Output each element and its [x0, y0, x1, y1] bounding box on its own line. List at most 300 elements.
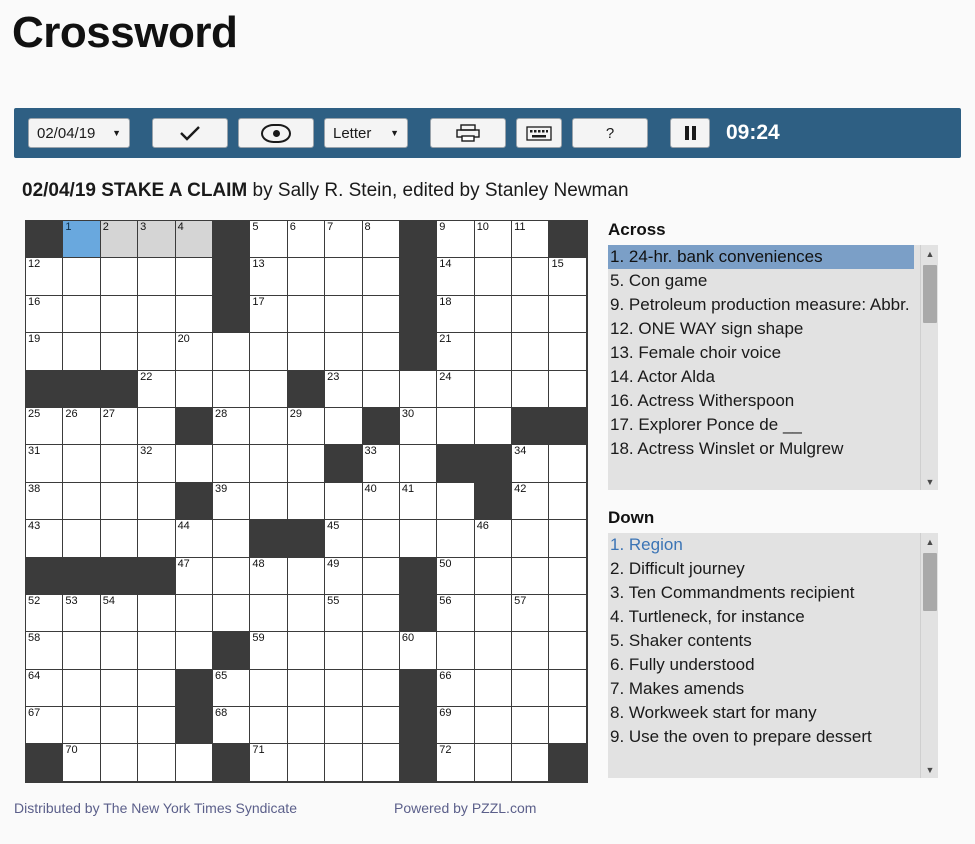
- grid-cell[interactable]: [213, 670, 250, 707]
- cell-number: 41: [401, 482, 415, 495]
- grid-cell[interactable]: [363, 744, 400, 781]
- grid-block: [549, 408, 586, 445]
- grid-cell[interactable]: [250, 670, 287, 707]
- grid-cell[interactable]: [138, 707, 175, 744]
- grid-cell[interactable]: [363, 520, 400, 557]
- cell-number: 12: [28, 258, 41, 271]
- scrollbar-thumb[interactable]: [923, 553, 937, 611]
- cell-number: 47: [177, 557, 190, 570]
- grid-cell[interactable]: [475, 558, 512, 595]
- grid-cell[interactable]: [26, 595, 63, 632]
- grid-cell[interactable]: [288, 221, 325, 258]
- grid-block: [250, 520, 287, 557]
- cell-number: 28: [214, 407, 228, 420]
- down-clues-panel: [608, 508, 938, 778]
- grid-cell[interactable]: [213, 558, 250, 595]
- grid-cell[interactable]: [549, 595, 586, 632]
- grid-cell[interactable]: [138, 520, 175, 557]
- grid-cell[interactable]: [63, 595, 100, 632]
- grid-cell[interactable]: [400, 520, 437, 557]
- scroll-up-icon[interactable]: ▲: [925, 248, 935, 259]
- grid-cell[interactable]: [325, 258, 362, 295]
- grid-cell[interactable]: [250, 221, 287, 258]
- grid-cell[interactable]: [213, 520, 250, 557]
- grid-cell[interactable]: [63, 632, 100, 669]
- grid-cell[interactable]: [512, 558, 549, 595]
- grid-cell[interactable]: [138, 296, 175, 333]
- grid-cell[interactable]: [437, 296, 474, 333]
- grid-cell[interactable]: [213, 371, 250, 408]
- grid-cell[interactable]: [325, 483, 362, 520]
- grid-cell[interactable]: [325, 408, 362, 445]
- cell-number: 11: [514, 221, 526, 233]
- grid-cell[interactable]: [325, 558, 362, 595]
- grid-cell[interactable]: [512, 371, 549, 408]
- grid-cell[interactable]: [437, 632, 474, 669]
- cell-number: 67: [28, 707, 41, 720]
- cell-number: 66: [439, 669, 452, 682]
- grid-cell[interactable]: [101, 670, 138, 707]
- grid-cell[interactable]: [325, 707, 362, 744]
- keyboard-button[interactable]: [516, 118, 562, 148]
- cell-number: 9: [439, 221, 446, 233]
- grid-cell[interactable]: [63, 296, 100, 333]
- grid-cell[interactable]: [549, 670, 586, 707]
- grid-cell[interactable]: [176, 595, 213, 632]
- cell-number: 31: [28, 445, 41, 458]
- grid-cell[interactable]: [138, 445, 175, 482]
- grid-cell[interactable]: [26, 520, 63, 557]
- grid-cell[interactable]: [250, 258, 287, 295]
- grid-cell[interactable]: [138, 221, 175, 258]
- cell-number: 48: [252, 557, 265, 570]
- across-header: Across: [608, 220, 666, 239]
- grid-cell[interactable]: [549, 558, 586, 595]
- clue-item[interactable]: 9. Use the oven to prepare dessert: [610, 727, 872, 746]
- grid-cell[interactable]: [213, 707, 250, 744]
- cell-number: 71: [252, 744, 265, 757]
- grid-cell[interactable]: [325, 632, 362, 669]
- grid-cell[interactable]: [101, 221, 138, 258]
- help-button[interactable]: ?: [572, 118, 648, 148]
- grid-block: [213, 744, 250, 781]
- clue-item[interactable]: 18. Actress Winslet or Mulgrew: [610, 439, 844, 458]
- grid-cell[interactable]: [250, 707, 287, 744]
- chevron-down-icon: ▼: [112, 128, 121, 138]
- clue-item[interactable]: 5. Shaker contents: [610, 631, 752, 650]
- across-clue-list[interactable]: [608, 245, 938, 490]
- grid-cell[interactable]: [176, 258, 213, 295]
- grid-cell[interactable]: [549, 632, 586, 669]
- grid-cell[interactable]: [101, 632, 138, 669]
- grid-cell[interactable]: [437, 221, 474, 258]
- grid-block: [26, 221, 63, 258]
- grid-cell[interactable]: [400, 408, 437, 445]
- grid-cell[interactable]: [400, 445, 437, 482]
- grid-cell[interactable]: [176, 520, 213, 557]
- grid-block: [288, 520, 325, 557]
- cell-number: 4: [177, 221, 184, 233]
- grid-block: [512, 408, 549, 445]
- cell-number: 21: [439, 333, 452, 346]
- clue-item[interactable]: 6. Fully understood: [610, 655, 755, 674]
- grid-block: [400, 558, 437, 595]
- grid-cell[interactable]: [63, 221, 100, 258]
- grid-cell[interactable]: [176, 744, 213, 781]
- grid-cell[interactable]: [512, 520, 549, 557]
- grid-cell[interactable]: [138, 333, 175, 370]
- grid-cell[interactable]: [250, 296, 287, 333]
- grid-cell[interactable]: [101, 707, 138, 744]
- cell-number: 3: [140, 221, 147, 233]
- grid-cell[interactable]: [26, 296, 63, 333]
- cell-number: 43: [28, 520, 41, 533]
- chevron-down-icon: ▼: [390, 128, 399, 138]
- grid-cell[interactable]: [288, 707, 325, 744]
- grid-block: [437, 445, 474, 482]
- grid-cell[interactable]: [101, 408, 138, 445]
- clue-item[interactable]: 17. Explorer Ponce de __: [610, 415, 802, 434]
- grid-cell[interactable]: [363, 371, 400, 408]
- grid-cell[interactable]: [26, 333, 63, 370]
- grid-cell[interactable]: [475, 707, 512, 744]
- grid-cell[interactable]: [325, 296, 362, 333]
- grid-cell[interactable]: [288, 744, 325, 781]
- grid-cell[interactable]: [437, 520, 474, 557]
- grid-block: [138, 558, 175, 595]
- grid-cell[interactable]: [138, 670, 175, 707]
- grid-cell[interactable]: [176, 632, 213, 669]
- grid-cell[interactable]: [363, 221, 400, 258]
- grid-block: [63, 371, 100, 408]
- cell-number: 27: [102, 407, 116, 420]
- grid-cell[interactable]: [512, 595, 549, 632]
- grid-cell[interactable]: [138, 371, 175, 408]
- grid-cell[interactable]: [250, 445, 287, 482]
- cell-number: 30: [401, 407, 415, 420]
- grid-cell[interactable]: [325, 333, 362, 370]
- grid-cell[interactable]: [549, 371, 586, 408]
- grid-cell[interactable]: [138, 483, 175, 520]
- grid-cell[interactable]: [250, 558, 287, 595]
- grid-cell[interactable]: [288, 408, 325, 445]
- grid-cell[interactable]: [26, 445, 63, 482]
- grid-cell[interactable]: [512, 632, 549, 669]
- grid-cell[interactable]: [437, 707, 474, 744]
- clue-item[interactable]: 1. Region: [610, 535, 683, 554]
- grid-block: [400, 744, 437, 781]
- grid-cell[interactable]: [363, 333, 400, 370]
- grid-cell[interactable]: [26, 483, 63, 520]
- grid-block: [213, 221, 250, 258]
- grid-cell[interactable]: [138, 632, 175, 669]
- scroll-up-icon[interactable]: ▲: [925, 536, 935, 547]
- grid-cell[interactable]: [288, 632, 325, 669]
- letter-select-value: Letter: [333, 124, 372, 142]
- clue-item[interactable]: 8. Workweek start for many: [610, 703, 817, 722]
- grid-cell[interactable]: [549, 445, 586, 482]
- grid-cell[interactable]: [437, 483, 474, 520]
- clue-item[interactable]: 4. Turtleneck, for instance: [610, 607, 805, 626]
- cell-number: 22: [140, 370, 153, 383]
- grid-cell[interactable]: [363, 707, 400, 744]
- grid-cell[interactable]: [400, 483, 437, 520]
- cell-number: 53: [65, 594, 78, 607]
- grid-cell[interactable]: [250, 632, 287, 669]
- grid-block: [288, 371, 325, 408]
- cell-number: 16: [28, 295, 41, 308]
- down-clue-list[interactable]: [608, 533, 938, 778]
- grid-block: [176, 707, 213, 744]
- grid-cell[interactable]: [549, 258, 586, 295]
- grid-cell[interactable]: [475, 221, 512, 258]
- grid-block: [363, 408, 400, 445]
- grid-cell[interactable]: [325, 520, 362, 557]
- grid-cell[interactable]: [512, 483, 549, 520]
- grid-block: [101, 371, 138, 408]
- scrollbar-thumb[interactable]: [923, 265, 937, 323]
- grid-cell[interactable]: [213, 595, 250, 632]
- grid-block: [400, 670, 437, 707]
- grid-cell[interactable]: [325, 221, 362, 258]
- grid-cell[interactable]: [475, 632, 512, 669]
- grid-cell[interactable]: [437, 744, 474, 781]
- grid-cell[interactable]: [437, 670, 474, 707]
- grid-cell[interactable]: [475, 296, 512, 333]
- clue-item[interactable]: 5. Con game: [610, 271, 708, 290]
- cell-number: 33: [364, 445, 377, 458]
- grid-cell[interactable]: [549, 483, 586, 520]
- grid-cell[interactable]: [549, 296, 586, 333]
- grid-cell[interactable]: [363, 558, 400, 595]
- clue-item[interactable]: 16. Actress Witherspoon: [610, 391, 795, 410]
- clue-item[interactable]: 12. ONE WAY sign shape: [610, 319, 804, 338]
- grid-cell[interactable]: [26, 258, 63, 295]
- grid-cell[interactable]: [512, 744, 549, 781]
- grid-cell[interactable]: [176, 221, 213, 258]
- cell-number: 19: [28, 333, 41, 346]
- grid-block: [213, 258, 250, 295]
- grid-cell[interactable]: [138, 408, 175, 445]
- grid-cell[interactable]: [512, 707, 549, 744]
- grid-cell[interactable]: [101, 744, 138, 781]
- clue-item[interactable]: 3. Ten Commandments recipient: [610, 583, 855, 602]
- grid-cell[interactable]: [437, 408, 474, 445]
- grid-cell[interactable]: [288, 258, 325, 295]
- grid-block: [101, 558, 138, 595]
- grid-block: [400, 221, 437, 258]
- grid-cell[interactable]: [250, 483, 287, 520]
- grid-cell[interactable]: [63, 333, 100, 370]
- grid-cell[interactable]: [549, 707, 586, 744]
- grid-cell[interactable]: [213, 408, 250, 445]
- grid-cell[interactable]: [26, 670, 63, 707]
- grid-cell[interactable]: [213, 483, 250, 520]
- clue-item[interactable]: 13. Female choir voice: [610, 343, 782, 362]
- grid-cell[interactable]: [512, 221, 549, 258]
- grid-cell[interactable]: [63, 408, 100, 445]
- grid-cell[interactable]: [549, 333, 586, 370]
- grid-cell[interactable]: [549, 520, 586, 557]
- clue-item[interactable]: 9. Petroleum production measure: Abbr.: [610, 295, 910, 314]
- check-button[interactable]: [152, 118, 228, 148]
- grid-cell[interactable]: [101, 296, 138, 333]
- pause-button[interactable]: [670, 118, 710, 148]
- cell-number: 15: [551, 258, 564, 271]
- clue-item[interactable]: 2. Difficult journey: [610, 559, 745, 578]
- cell-number: 23: [327, 370, 340, 383]
- grid-cell[interactable]: [63, 744, 100, 781]
- grid-cell[interactable]: [138, 744, 175, 781]
- grid-cell[interactable]: [63, 445, 100, 482]
- grid-cell[interactable]: [288, 333, 325, 370]
- grid-block: [400, 595, 437, 632]
- grid-cell[interactable]: [101, 445, 138, 482]
- grid-block: [26, 371, 63, 408]
- grid-cell[interactable]: [437, 333, 474, 370]
- grid-cell[interactable]: [475, 595, 512, 632]
- grid-cell[interactable]: [400, 632, 437, 669]
- grid-cell[interactable]: [250, 333, 287, 370]
- grid-cell[interactable]: [363, 445, 400, 482]
- grid-cell[interactable]: [325, 670, 362, 707]
- grid-cell[interactable]: [512, 445, 549, 482]
- grid-block: [549, 744, 586, 781]
- grid-block: [26, 744, 63, 781]
- puzzle-byline: by Sally R. Stein, edited by Stanley Newman: [252, 180, 629, 201]
- grid-cell[interactable]: [475, 371, 512, 408]
- grid-cell[interactable]: [363, 595, 400, 632]
- grid-cell[interactable]: [26, 632, 63, 669]
- grid-block: [400, 333, 437, 370]
- grid-cell[interactable]: [101, 520, 138, 557]
- reveal-button[interactable]: [238, 118, 314, 148]
- grid-cell[interactable]: [176, 296, 213, 333]
- letter-select[interactable]: [324, 118, 408, 148]
- grid-cell[interactable]: [101, 483, 138, 520]
- grid-cell[interactable]: [176, 445, 213, 482]
- grid-cell[interactable]: [138, 595, 175, 632]
- grid-cell[interactable]: [101, 333, 138, 370]
- grid-block: [176, 408, 213, 445]
- grid-block: [400, 296, 437, 333]
- cell-number: 57: [514, 594, 527, 607]
- grid-cell[interactable]: [250, 595, 287, 632]
- grid-cell[interactable]: [437, 595, 474, 632]
- grid-cell[interactable]: [475, 744, 512, 781]
- grid-cell[interactable]: [475, 258, 512, 295]
- grid-cell[interactable]: [63, 670, 100, 707]
- grid-cell[interactable]: [63, 258, 100, 295]
- grid-cell[interactable]: [176, 371, 213, 408]
- grid-cell[interactable]: [325, 595, 362, 632]
- printer-icon: [455, 124, 481, 142]
- grid-cell[interactable]: [63, 483, 100, 520]
- across-scrollbar[interactable]: [920, 245, 938, 490]
- grid-cell[interactable]: [176, 333, 213, 370]
- grid-cell[interactable]: [138, 258, 175, 295]
- grid-cell[interactable]: [213, 333, 250, 370]
- down-scrollbar[interactable]: [920, 533, 938, 778]
- crossword-grid[interactable]: [25, 220, 588, 783]
- cell-number: 58: [28, 632, 41, 645]
- grid-cell[interactable]: [363, 632, 400, 669]
- grid-cell[interactable]: [363, 296, 400, 333]
- grid-cell[interactable]: [288, 483, 325, 520]
- grid-cell[interactable]: [63, 707, 100, 744]
- grid-block: [213, 632, 250, 669]
- grid-cell[interactable]: [176, 558, 213, 595]
- grid-cell[interactable]: [26, 408, 63, 445]
- grid-cell[interactable]: [288, 595, 325, 632]
- cell-number: 38: [28, 482, 41, 495]
- cell-number: 6: [289, 221, 296, 233]
- grid-cell[interactable]: [288, 670, 325, 707]
- grid-cell[interactable]: [363, 483, 400, 520]
- grid-cell[interactable]: [437, 371, 474, 408]
- cell-number: 54: [102, 594, 116, 607]
- scroll-down-icon[interactable]: ▼: [925, 476, 935, 487]
- clue-item[interactable]: 7. Makes amends: [610, 679, 745, 698]
- grid-cell[interactable]: [512, 296, 549, 333]
- grid-cell[interactable]: [512, 333, 549, 370]
- across-clues-panel: [608, 220, 938, 490]
- clue-item[interactable]: 14. Actor Alda: [610, 367, 715, 386]
- grid-cell[interactable]: [325, 744, 362, 781]
- toolbar: [14, 108, 961, 158]
- scroll-down-icon[interactable]: ▼: [925, 764, 935, 775]
- grid-cell[interactable]: [363, 258, 400, 295]
- grid-cell[interactable]: [475, 408, 512, 445]
- print-button[interactable]: [430, 118, 506, 148]
- grid-block: [63, 558, 100, 595]
- grid-block: [176, 483, 213, 520]
- grid-block: [325, 445, 362, 482]
- grid-cell[interactable]: [475, 333, 512, 370]
- grid-cell[interactable]: [363, 670, 400, 707]
- grid-cell[interactable]: [213, 445, 250, 482]
- pause-icon: [685, 126, 696, 140]
- grid-cell[interactable]: [512, 258, 549, 295]
- grid-cell[interactable]: [288, 558, 325, 595]
- grid-cell[interactable]: [325, 371, 362, 408]
- grid-cell[interactable]: [26, 707, 63, 744]
- grid-block: [475, 483, 512, 520]
- cell-number: 8: [364, 221, 371, 233]
- grid-cell[interactable]: [288, 445, 325, 482]
- cell-number: 40: [364, 482, 377, 495]
- cell-number: 42: [514, 482, 527, 495]
- grid-cell[interactable]: [475, 670, 512, 707]
- grid-cell[interactable]: [101, 258, 138, 295]
- grid-cell[interactable]: [288, 296, 325, 333]
- grid-cell[interactable]: [250, 408, 287, 445]
- grid-cell[interactable]: [400, 371, 437, 408]
- eye-icon: [261, 124, 291, 143]
- grid-cell[interactable]: [437, 258, 474, 295]
- check-icon: [179, 125, 201, 141]
- date-select[interactable]: [28, 118, 130, 148]
- grid-cell[interactable]: [101, 595, 138, 632]
- grid-cell[interactable]: [475, 520, 512, 557]
- grid-cell[interactable]: [437, 558, 474, 595]
- grid-cell[interactable]: [512, 670, 549, 707]
- grid-cell[interactable]: [63, 520, 100, 557]
- down-header: Down: [608, 508, 655, 527]
- clue-item[interactable]: 1. 24-hr. bank conveniences: [608, 245, 914, 269]
- grid-cell[interactable]: [250, 744, 287, 781]
- grid-cell[interactable]: [250, 371, 287, 408]
